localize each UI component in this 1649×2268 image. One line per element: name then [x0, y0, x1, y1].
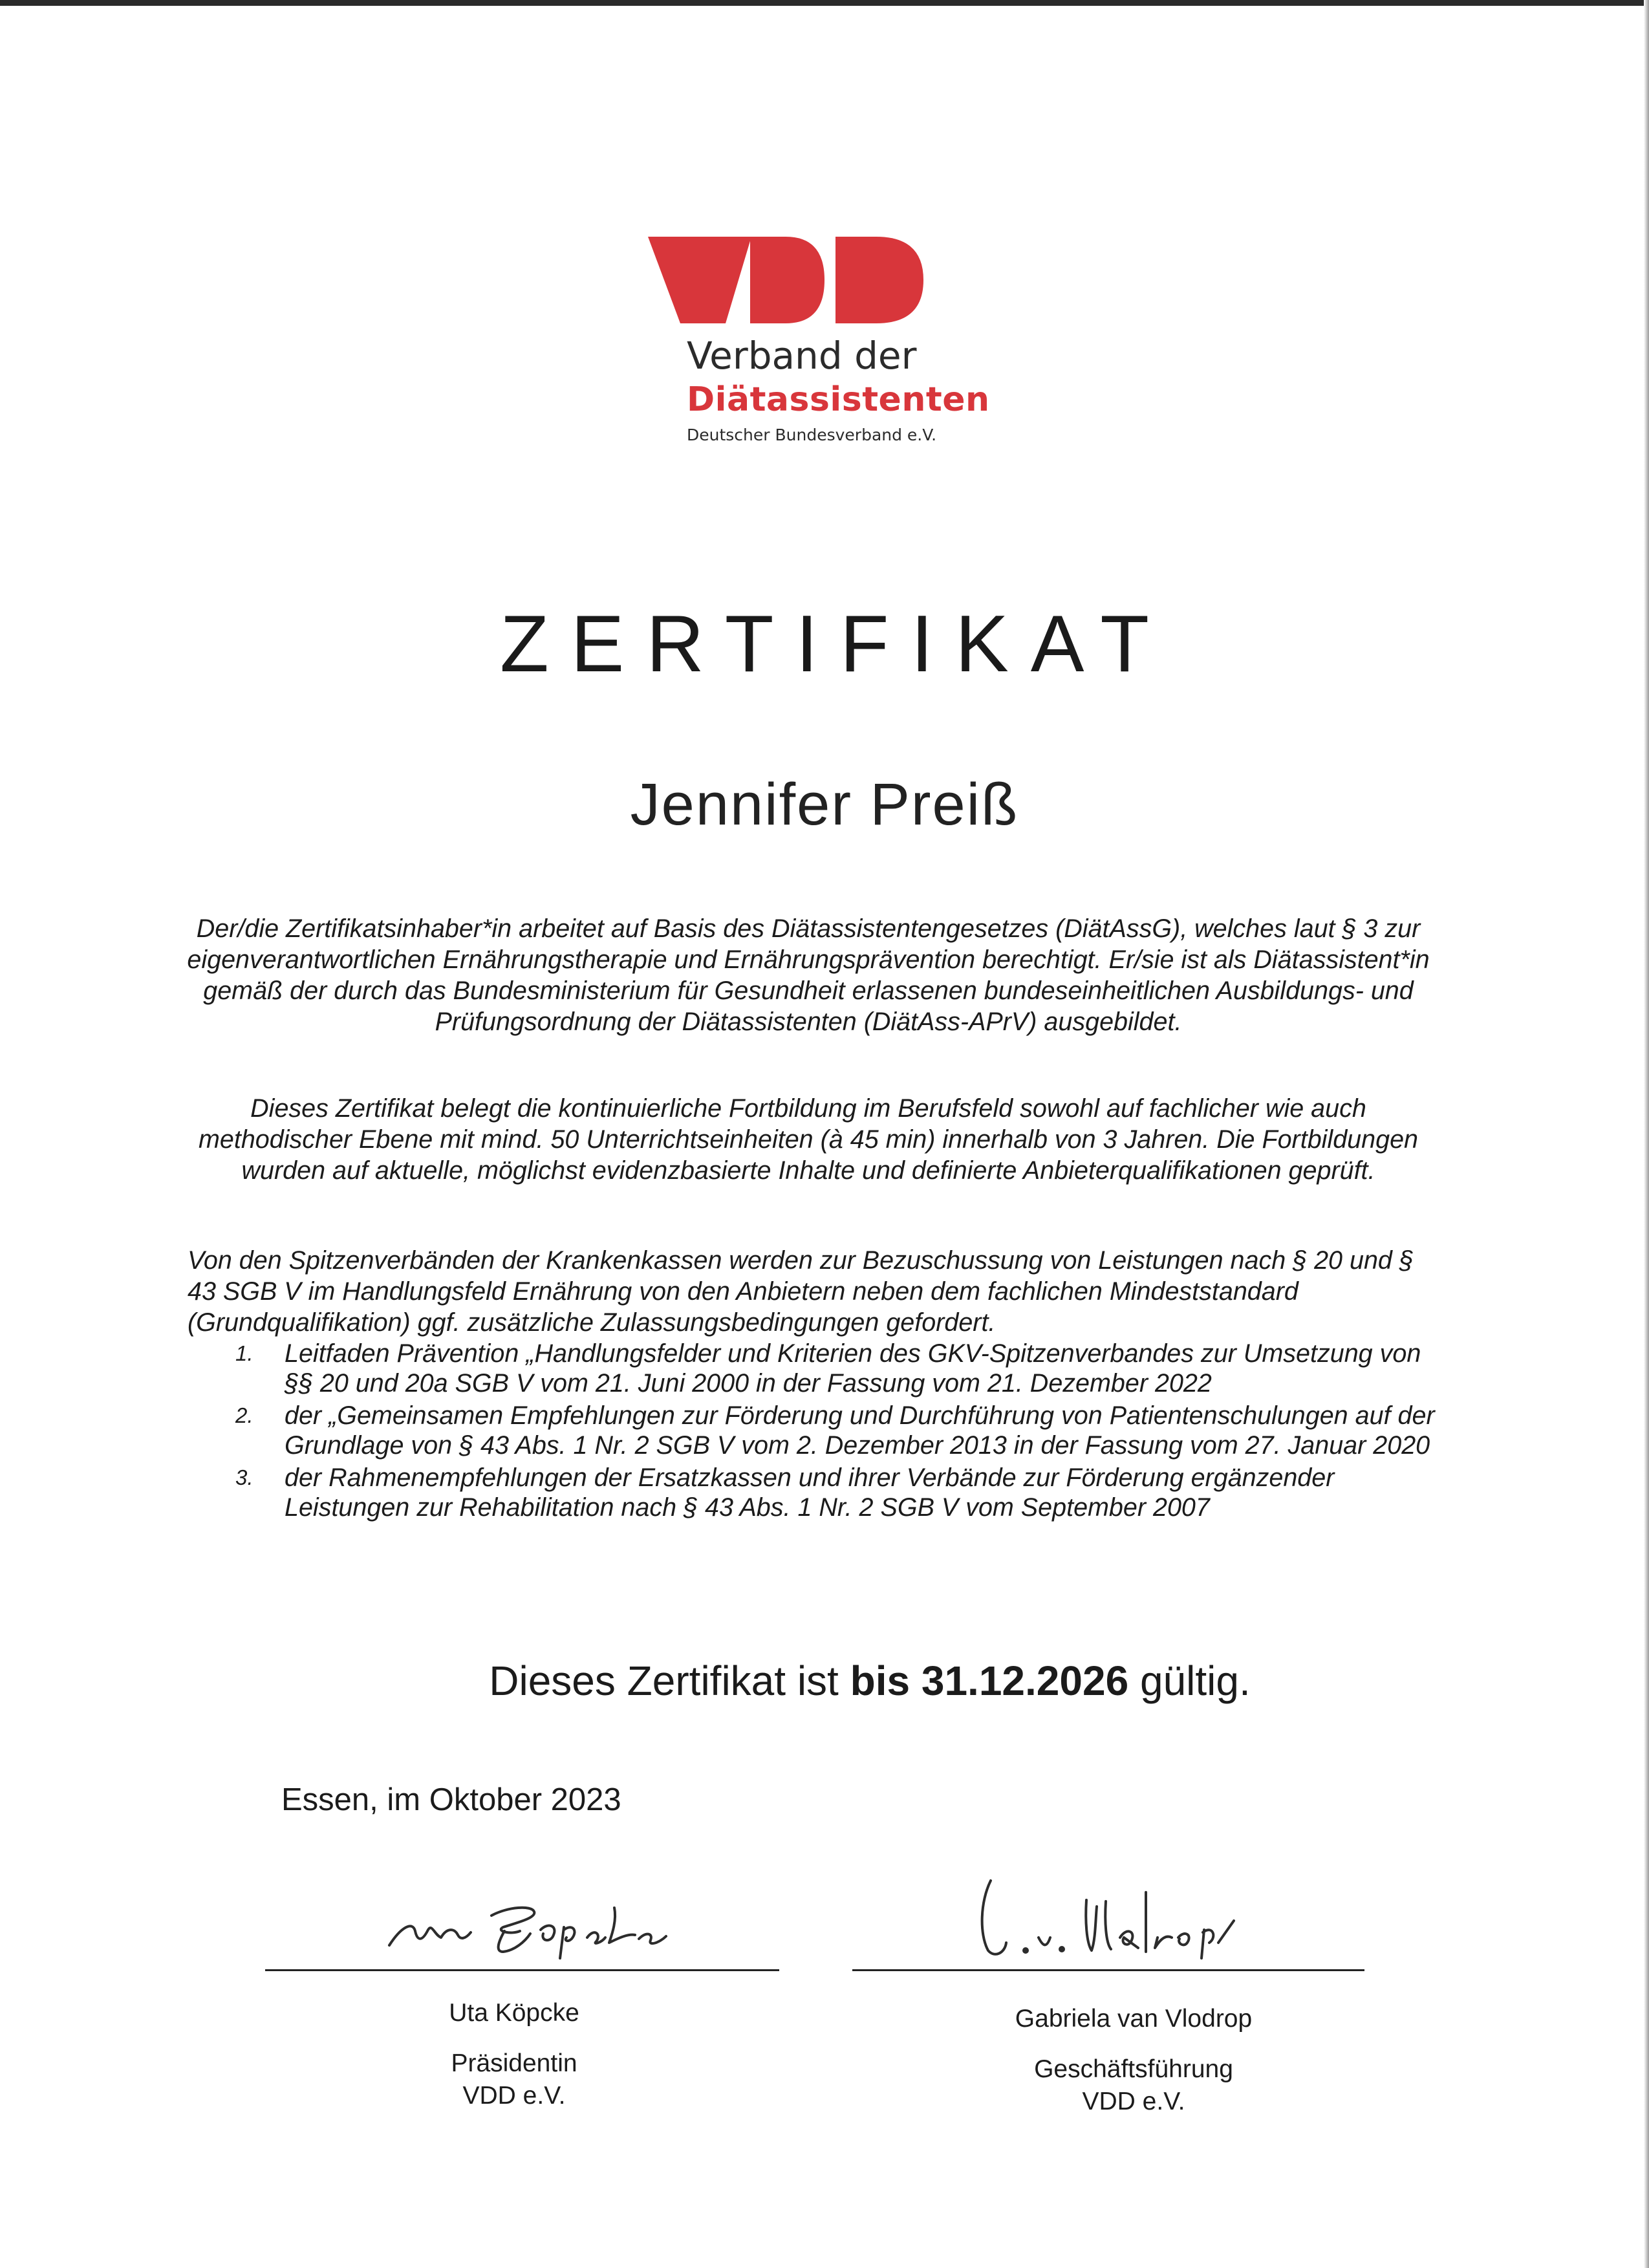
- list-number: 2.: [235, 1403, 253, 1427]
- validity-date: bis 31.12.2026: [850, 1658, 1129, 1704]
- scan-edge-top: [0, 0, 1649, 6]
- signature-line-right: [852, 1969, 1364, 1971]
- signatory-org: VDD e.V.: [1082, 2088, 1185, 2115]
- list-text: der „Gemeinsamen Empfehlungen zur Förderung und Durchführung von Patientenschulungen auf der Grundlage von § 43 Abs. 1 Nr. 2 SGB V vom 2. Dezember 2013 in der Fassung vom 27. Januar 2020: [285, 1401, 1435, 1460]
- signature-koepcke: [382, 1875, 899, 1960]
- list-item: [188, 1401, 1449, 1460]
- paragraph-insurance-requirements: Von den Spitzenverbänden der Krankenkassen werden zur Bezuschussung von Leistungen nach § 20 und § 43 SGB V im Handlungsfeld Ernährung von den Anbietern neben dem fachlichen Mindeststandard (Grundqualifikation) ggf. zusätzliche Zulassungsbedingungen gefordert.: [188, 1246, 1414, 1337]
- logo-line-diaetassistenten: Diätassistenten: [687, 380, 990, 419]
- signatory-name: Gabriela van Vlodrop: [1015, 2005, 1253, 2033]
- signatory-left: [285, 1997, 744, 2112]
- signatory-role: Geschäftsführung: [1034, 2055, 1233, 2083]
- place-and-date: Essen, im Oktober 2023: [281, 1782, 621, 1817]
- vdd-logo-mark: [647, 232, 925, 329]
- holder-name: Jennifer Preiß: [630, 772, 1019, 837]
- signature-vlodrop: [976, 1875, 1494, 1960]
- signatory-org: VDD e.V.: [462, 2082, 566, 2110]
- paragraph-qualification: Der/die Zertifikatsinhaber*in arbeitet auf Basis des Diätassistentengesetzes (DiätAssG), welches laut § 3 zur eigenverantwortlichen Ernährungstherapie und Ernährungsprävention berechtigt. Er/sie ist als Diätassistent*in gemäß der durch das Bundesministerium für Gesundheit erlassenen bundeseinheitlichen Ausbildungs- und Prüfungsordnung der Diätassistenten (DiätAss-APrV) ausgebildet.: [187, 914, 1430, 1036]
- paragraph-continuing-education: Dieses Zertifikat belegt die kontinuierliche Fortbildung im Berufsfeld sowohl auf fachlicher wie auch methodischer Ebene mit mind. 50 Unterrichtseinheiten (à 45 min) innerhalb von 3 Jahren. Die Fortbildungen wurden auf aktuelle, möglichst evidenzbasierte Inhalte und definierte Anbieterqualifikationen geprüft.: [198, 1094, 1419, 1185]
- logo-line-verband: Verband der: [687, 334, 917, 378]
- list-text: Leitfaden Prävention „Handlungsfelder und Kriterien des GKV-Spitzenverbandes zur Umsetzung von §§ 20 und 20a SGB V vom 21. Juni 2000 in der Fassung vom 21. Dezember 2022: [285, 1339, 1421, 1398]
- list-item: [188, 1339, 1449, 1398]
- list-number: 3.: [235, 1465, 253, 1489]
- validity-suffix: gültig.: [1128, 1658, 1251, 1704]
- requirements-list: [188, 1339, 1449, 1522]
- signatory-right: [904, 2003, 1363, 2118]
- validity-statement: [0, 1657, 1649, 1705]
- signatory-role: Präsidentin: [451, 2049, 577, 2077]
- list-number: 1.: [235, 1341, 253, 1365]
- scan-edge-right: [1644, 0, 1649, 2268]
- certificate-title: ZERTIFIKAT: [499, 599, 1172, 689]
- list-text: der Rahmenempfehlungen der Ersatzkassen und ihrer Verbände zur Förderung ergänzender Leistungen zur Rehabilitation nach § 43 Abs. 1 Nr. 2 SGB V vom September 2007: [285, 1463, 1335, 1522]
- signatory-name: Uta Köpcke: [449, 1999, 579, 2027]
- logo-line-bundesverband: Deutscher Bundesverband e.V.: [687, 426, 937, 444]
- signature-line-left: [265, 1969, 779, 1971]
- vdd-logo: [647, 232, 990, 464]
- list-item: [188, 1463, 1449, 1522]
- validity-prefix: Dieses Zertifikat ist: [489, 1658, 850, 1704]
